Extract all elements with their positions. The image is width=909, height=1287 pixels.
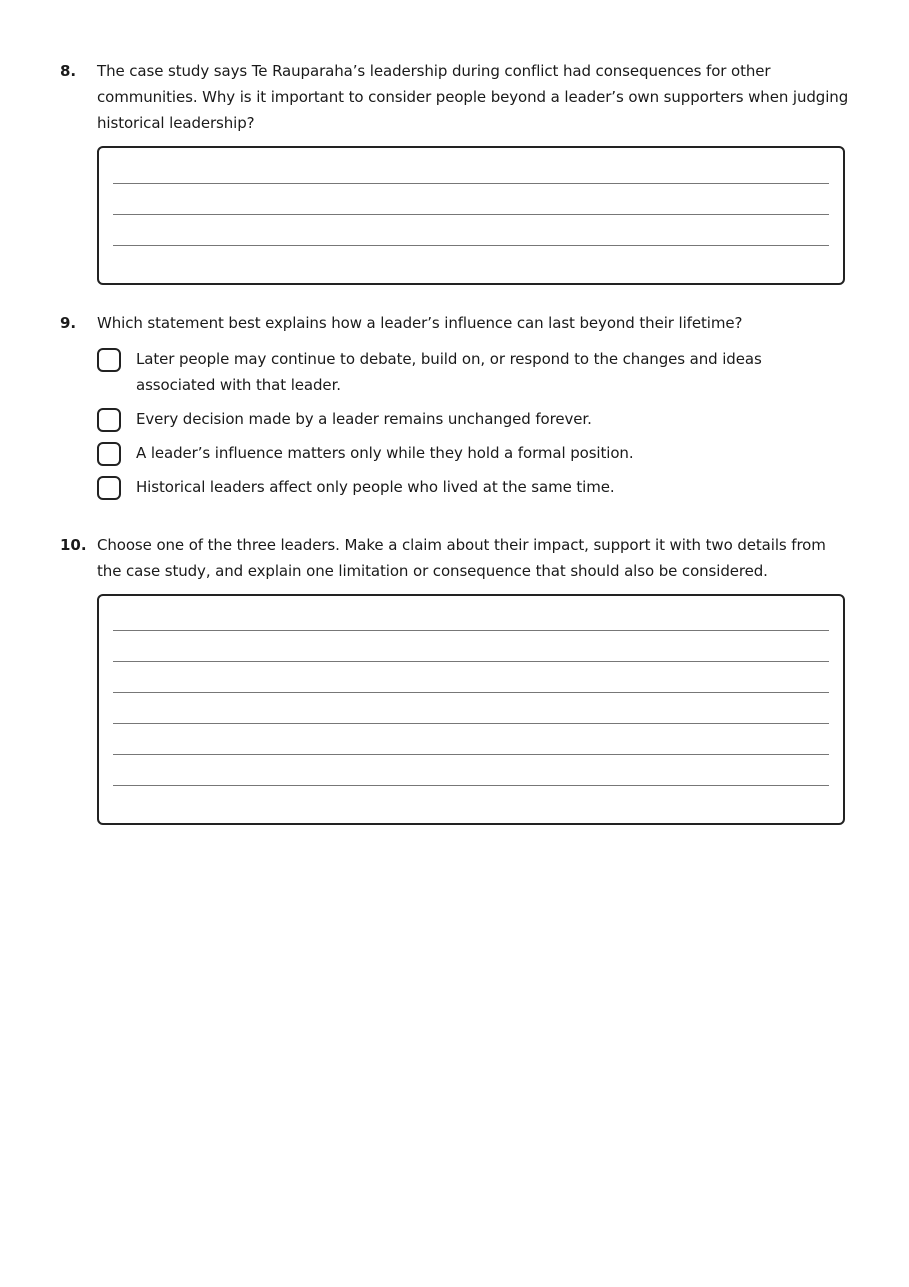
question-number: 10. (60, 536, 87, 554)
question-number: 8. (60, 62, 77, 80)
question-9 (60, 310, 850, 508)
checkbox[interactable] (97, 476, 121, 500)
question-8-row (60, 58, 850, 136)
answer-box-q10[interactable] (97, 594, 845, 825)
answer-line (113, 785, 829, 786)
checkbox[interactable] (97, 408, 121, 432)
answer-line (113, 754, 829, 755)
answer-line (113, 692, 829, 693)
option-text: Every decision made by a leader remains unchanged forever. (136, 410, 592, 428)
option-a[interactable] (97, 346, 850, 398)
option-b[interactable] (97, 406, 850, 432)
option-text: Historical leaders affect only people who lived at the same time. (136, 478, 615, 496)
question-10-row (60, 532, 850, 584)
option-c[interactable] (97, 440, 850, 466)
question-9-row (60, 310, 850, 336)
answer-line (113, 630, 829, 631)
options-list (97, 346, 850, 500)
option-d[interactable] (97, 474, 850, 500)
question-text: Choose one of the three leaders. Make a claim about their impact, support it with two details from the case study, and explain one limitation or consequence that should also be considered. (97, 536, 826, 580)
question-10 (60, 532, 850, 825)
answer-line (113, 214, 829, 215)
option-text: Later people may continue to debate, build on, or respond to the changes and ideas associated with that leader. (136, 350, 762, 394)
question-text: Which statement best explains how a leader’s influence can last beyond their lifetime? (97, 314, 743, 332)
answer-line (113, 183, 829, 184)
option-text: A leader’s influence matters only while they hold a formal position. (136, 444, 634, 462)
question-number: 9. (60, 314, 77, 332)
answer-box-q8[interactable] (97, 146, 845, 285)
answer-line (113, 661, 829, 662)
question-8 (60, 58, 850, 285)
answer-line (113, 723, 829, 724)
checkbox[interactable] (97, 442, 121, 466)
checkbox[interactable] (97, 348, 121, 372)
answer-line (113, 245, 829, 246)
question-text: The case study says Te Rauparaha’s leadership during conflict had consequences for other communities. Why is it important to consider people beyond a leader’s own supporters when judging historical leadership? (97, 62, 849, 132)
